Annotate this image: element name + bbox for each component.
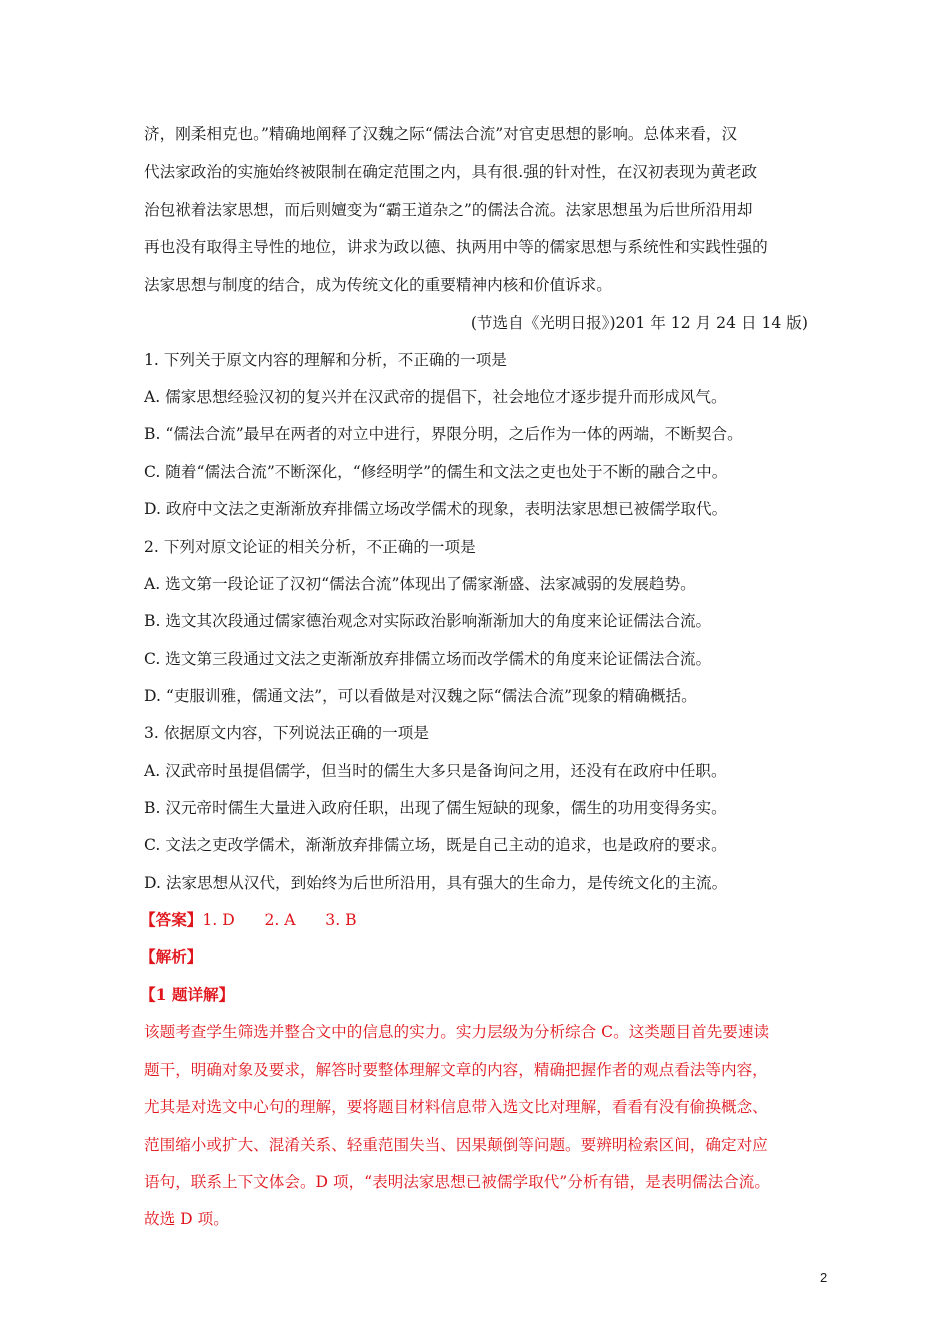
detail-label: 【1 题详解】 xyxy=(140,985,235,1004)
question-stem: 2. 下列对原文论证的相关分析，不正确的一项是 xyxy=(144,538,476,556)
passage-line: 再也没有取得主导性的地位，讲求为政以德、执两用中等的儒家思想与系统性和实践性强的 xyxy=(144,238,768,256)
explanation-line: 题干，明确对象及要求，解答时要整体理解文章的内容，精确把握作者的观点看法等内容， xyxy=(144,1061,768,1079)
option-b: B. 选文其次段通过儒家德治观念对实际政治影响渐渐加大的角度来论证儒法合流。 xyxy=(144,612,712,630)
option-b: B. “儒法合流”最早在两者的对立中进行，界限分明，之后作为一体的两端，不断契合。 xyxy=(144,425,743,443)
option-c: C. 选文第三段通过文法之吏渐渐放弃排儒立场而改学儒术的角度来论证儒法合流。 xyxy=(144,650,712,668)
option-d: D. 法家思想从汉代，到始终为后世所沿用，具有强大的生命力，是传统文化的主流。 xyxy=(144,874,728,892)
question-stem: 3. 依据原文内容，下列说法正确的一项是 xyxy=(144,724,429,742)
option-c: C. 文法之吏改学儒术，渐渐放弃排儒立场，既是自己主动的追求，也是政府的要求。 xyxy=(144,836,727,854)
passage-line: 代法家政治的实施始终被限制在确定范围之内，具有很.强的针对性，在汉初表现为黄老政 xyxy=(144,163,758,181)
option-d: D. 政府中文法之吏渐渐放弃排儒立场改学儒术的现象，表明法家思想已被儒学取代。 xyxy=(144,500,728,518)
analysis-label: 【解析】 xyxy=(140,947,203,966)
explanation-line: 故选 D 项。 xyxy=(144,1210,229,1228)
answer-line xyxy=(140,910,820,930)
option-a: A. 汉武帝时虽提倡儒学，但当时的儒生大多只是备询问之用，还没有在政府中任职。 xyxy=(144,762,727,780)
explanation-line: 语句，联系上下文体会。D 项，“表明法家思想已被儒学取代”分析有错，是表明儒法合流。 xyxy=(144,1173,770,1191)
passage-line: 济，刚柔相克也。”精确地阐释了汉魏之际“儒法合流”对官吏思想的影响。总体来看，汉 xyxy=(144,125,738,143)
option-a: A. 儒家思想经验汉初的复兴并在汉武帝的提倡下，社会地位才逐步提升而形成风气。 xyxy=(144,388,727,406)
option-c: C. 随着“儒法合流”不断深化，“修经明学”的儒生和文法之吏也处于不断的融合之中。 xyxy=(144,463,728,481)
explanation-line: 该题考查学生筛选并整合文中的信息的实力。实力层级为分析综合 C。这类题目首先要速读 xyxy=(144,1023,770,1041)
answer-text: 1. D 2. A 3. B xyxy=(202,911,357,929)
page-number: 2 xyxy=(820,1270,828,1285)
explanation-line: 尤其是对选文中心句的理解，要将题目材料信息带入选文比对理解，看看有没有偷换概念、 xyxy=(144,1098,768,1116)
answer-label: 【答案】 xyxy=(140,910,203,929)
source-citation: (节选自《光明日报》)201 年 12 月 24 日 14 版) xyxy=(470,314,808,332)
option-b: B. 汉元帝时儒生大量进入政府任职，出现了儒生短缺的现象，儒生的功用变得务实。 xyxy=(144,799,727,817)
option-a: A. 选文第一段论证了汉初“儒法合流”体现出了儒家渐盛、法家减弱的发展趋势。 xyxy=(144,575,696,593)
passage-line: 治包袱着法家思想，而后则嬗变为“霸王道杂之”的儒法合流。法家思想虽为后世所沿用却 xyxy=(144,201,753,219)
question-stem: 1. 下列关于原文内容的理解和分析，不正确的一项是 xyxy=(144,351,507,369)
passage-line: 法家思想与制度的结合，成为传统文化的重要精神内核和价值诉求。 xyxy=(144,276,612,294)
option-d: D. “吏服训雅，儒通文法”，可以看做是对汉魏之际“儒法合流”现象的精确概括。 xyxy=(144,687,697,705)
explanation-line: 范围缩小或扩大、混淆关系、轻重范围失当、因果颠倒等问题。要辨明检索区间，确定对应 xyxy=(144,1136,768,1154)
